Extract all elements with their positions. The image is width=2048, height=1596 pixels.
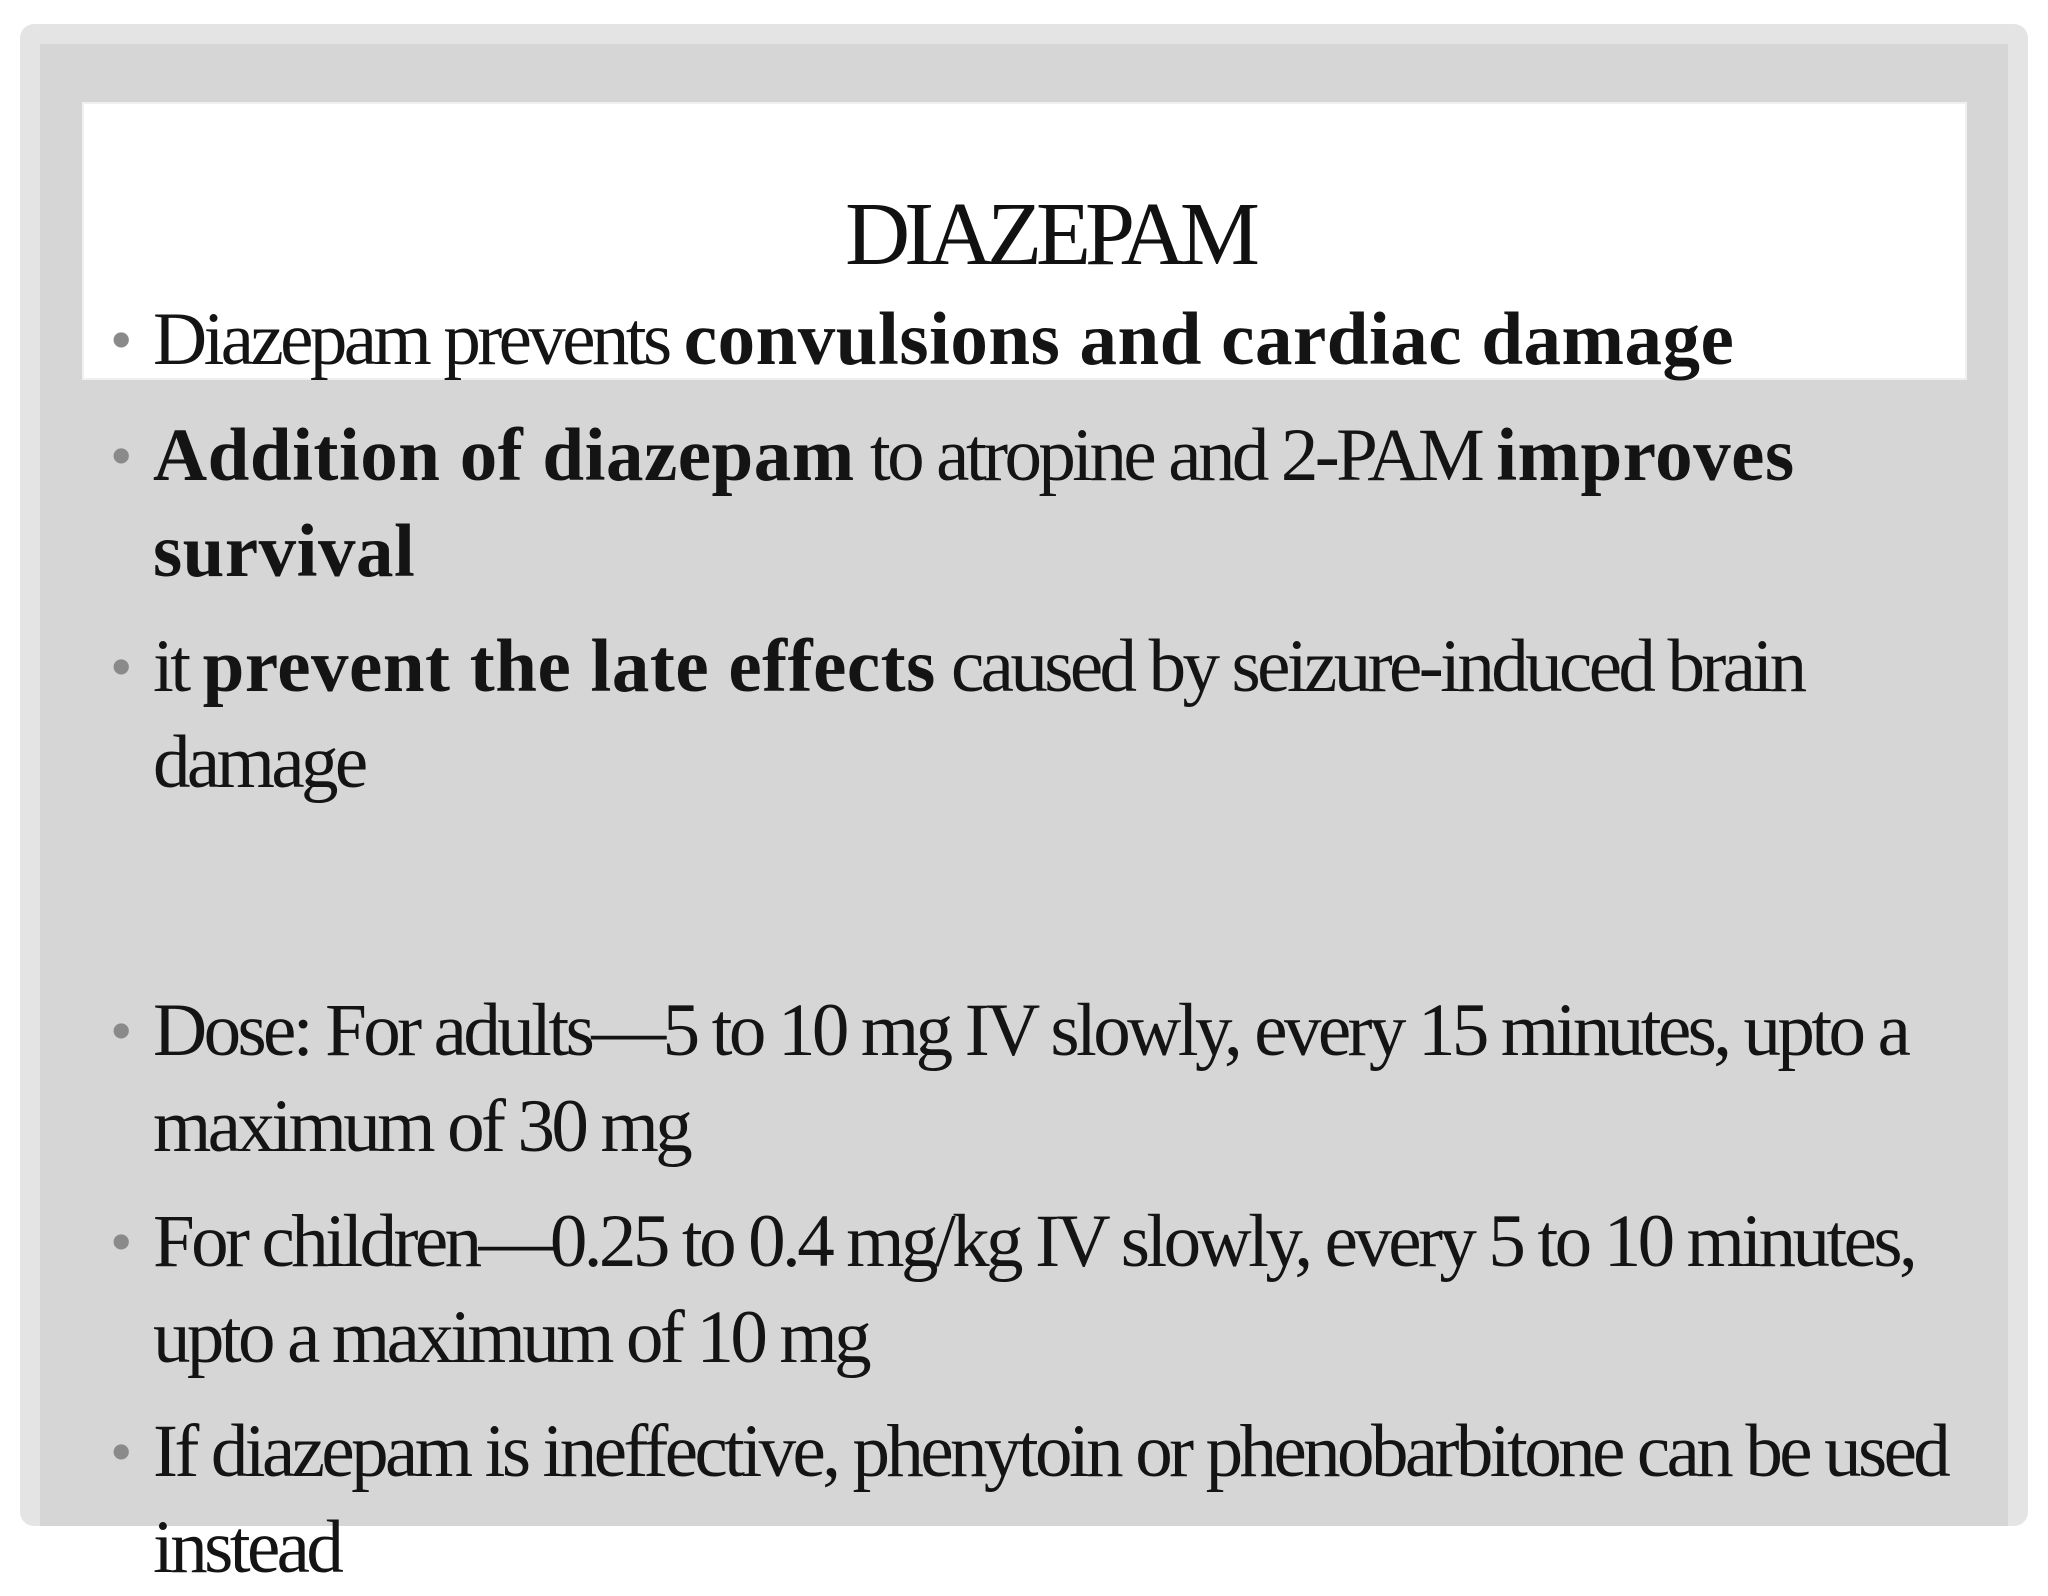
- bullet-marker: •: [110, 1206, 133, 1277]
- bullet-text: it: [153, 625, 203, 708]
- bullet-text-bold: Addition of diazepam: [153, 414, 855, 497]
- slide-title: DIAZEPAM: [845, 185, 1254, 284]
- bullet-text: Diazepam prevents: [153, 298, 684, 381]
- slide-frame: [20, 24, 2028, 1589]
- bullet-marker: •: [110, 1416, 133, 1487]
- bullet-marker: •: [110, 631, 133, 702]
- bullet-marker: •: [110, 995, 133, 1066]
- bullet-marker: •: [110, 304, 133, 375]
- bullet-text: If diazepam is ineffective, phenytoin or phenobarbitone can be used instead: [153, 1410, 1948, 1589]
- bullet-list: [40, 44, 2008, 1589]
- bullet-item: [110, 292, 1973, 388]
- bullet-item: [110, 1194, 1973, 1386]
- bullet-item: [110, 408, 1973, 600]
- slide-content-area: [40, 44, 2008, 1589]
- bullet-text: For children—0.25 to 0.4 mg/kg IV slowly, every 5 to 10 minutes, upto a maximum of 10 mg: [153, 1200, 1915, 1379]
- bullet-text: Dose: For adults—5 to 10 mg IV slowly, every 15 minutes, upto a maximum of 30 mg: [153, 989, 1908, 1168]
- bullet-item: [110, 983, 1973, 1175]
- bullet-text: caused by seizure-induced brain damage: [153, 625, 1804, 804]
- bullet-text-bold: convulsions and cardiac damage: [683, 298, 1735, 381]
- bullet-text: to atropine and 2-PAM: [854, 414, 1497, 497]
- bullet-marker: •: [110, 420, 133, 491]
- bullet-item: [110, 619, 1973, 811]
- bullet-item: [110, 1404, 1973, 1596]
- bullet-text-bold: improves survival: [153, 414, 1795, 593]
- bullet-text-bold: prevent the late effects: [202, 625, 936, 708]
